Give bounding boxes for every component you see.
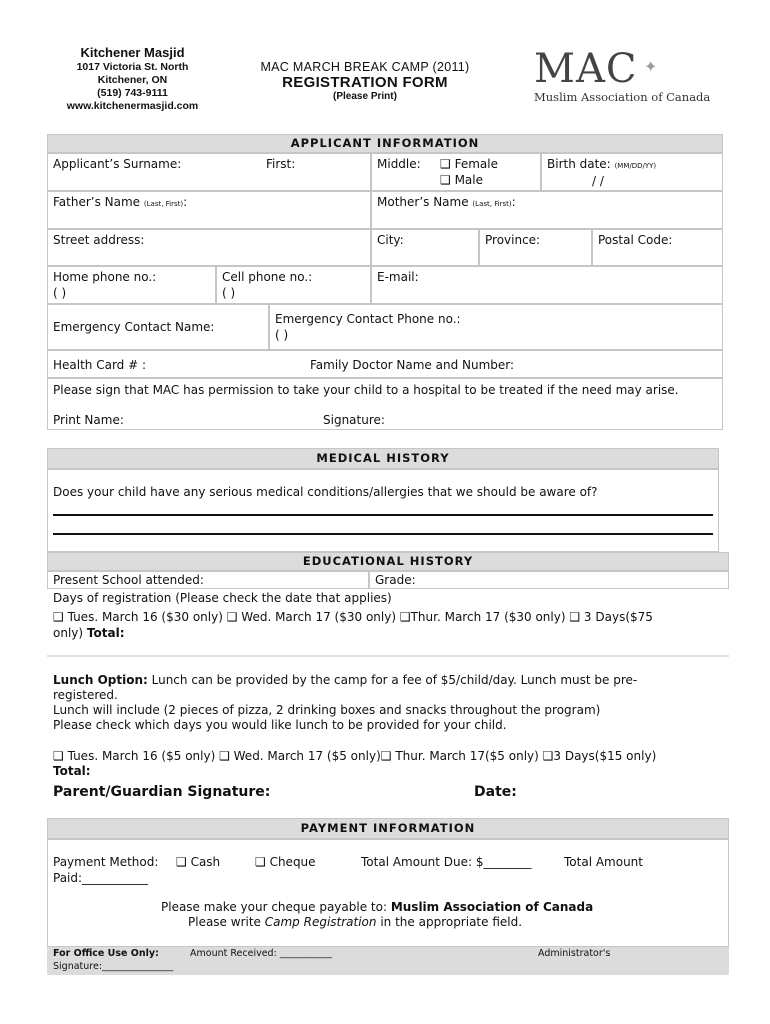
amount-received-field[interactable]: Amount Received: ___________ xyxy=(190,948,333,959)
education-section-header: EDUCATIONAL HISTORY xyxy=(47,552,729,571)
medical-question: Does your child have any serious medical conditions/allergies that we should be aware of? xyxy=(53,485,598,499)
family-doctor-label: Family Doctor Name and Number: xyxy=(310,358,515,372)
postal-code-field[interactable] xyxy=(592,229,723,266)
medical-history-box xyxy=(47,469,719,552)
section-divider xyxy=(47,655,729,657)
grade-field[interactable] xyxy=(369,571,729,589)
applicant-section-header: APPLICANT INFORMATION xyxy=(47,134,723,153)
emergency-contact-name-label: Emergency Contact Name: xyxy=(53,320,215,334)
masjid-website: www.kitchenermasjid.com xyxy=(66,100,199,112)
masjid-phone: (519) 743-9111 xyxy=(97,87,168,99)
print-note: (Please Print) xyxy=(333,91,397,102)
logo-text: MAC xyxy=(534,46,638,92)
school-field[interactable] xyxy=(47,571,369,589)
hospital-permission-row[interactable] xyxy=(47,378,723,430)
father-name-field[interactable] xyxy=(47,191,371,229)
medical-answer-line-1[interactable] xyxy=(53,514,713,516)
health-card-label: Health Card # : xyxy=(53,358,147,372)
lunch-total-label: Total: xyxy=(53,764,91,778)
administrator-label: Administrator's xyxy=(538,948,611,959)
mother-name-field[interactable] xyxy=(371,191,723,229)
birth-date-field[interactable] xyxy=(541,153,723,191)
province-label: Province: xyxy=(485,233,541,247)
cell-phone-field[interactable] xyxy=(216,266,371,304)
hospital-permission-text: Please sign that MAC has permission to take your child to a hospital to be treated if the need may arise. xyxy=(53,383,679,397)
form-title-block xyxy=(240,60,490,102)
surname-label: Applicant’s Surname: xyxy=(53,157,182,171)
city-field[interactable] xyxy=(371,229,479,266)
total-amount-paid-label: Total Amount xyxy=(564,855,643,869)
street-address-label: Street address: xyxy=(53,233,145,247)
print-name-label: Print Name: xyxy=(53,413,124,427)
emergency-contact-phone-field[interactable] xyxy=(269,304,723,350)
lunch-text-2: registered. xyxy=(53,688,118,702)
male-checkbox[interactable]: ❑ Male xyxy=(440,173,483,187)
email-field[interactable] xyxy=(371,266,723,304)
birth-date-label: Birth date: (MM/DD/YY) xyxy=(547,157,657,171)
days-intro: Days of registration (Please check the date that applies) xyxy=(53,591,392,605)
emergency-phone-area: ( ) xyxy=(275,328,289,342)
cheque-checkbox[interactable]: ❑ Cheque xyxy=(255,855,316,869)
email-label: E-mail: xyxy=(377,270,419,284)
form-title: REGISTRATION FORM xyxy=(282,74,448,91)
first-name-label: First: xyxy=(266,157,296,171)
total-amount-due[interactable]: Total Amount Due: $________ xyxy=(361,855,532,869)
school-label: Present School attended: xyxy=(53,573,204,587)
middle-name-label: Middle: xyxy=(377,157,421,171)
payment-section-header: PAYMENT INFORMATION xyxy=(47,818,729,839)
camp-registration-note: Please write Camp Registration in the appropriate field. xyxy=(188,915,523,929)
home-phone-area: ( ) xyxy=(53,286,67,300)
applicant-name-field[interactable] xyxy=(47,153,371,191)
maple-leaf-icon: ✦ xyxy=(644,57,658,76)
cheque-payable-note: Please make your cheque payable to: Muslim Association of Canada xyxy=(161,900,594,914)
masjid-name: Kitchener Masjid xyxy=(80,45,185,60)
administrator-signature-field[interactable]: Signature:_______________ xyxy=(53,961,174,972)
guardian-date-label[interactable]: Date: xyxy=(474,784,517,800)
lunch-option-line: Lunch Option: Lunch can be provided by the camp for a fee of $5/child/day. Lunch must be pre- xyxy=(53,673,638,687)
registration-total-line: only) Total: xyxy=(53,626,125,640)
middle-gender-field xyxy=(371,153,541,191)
cell-phone-area: ( ) xyxy=(222,286,236,300)
medical-section-header: MEDICAL HISTORY xyxy=(47,448,719,469)
emergency-contact-phone-label: Emergency Contact Phone no.: xyxy=(275,312,461,326)
payment-method-label: Payment Method: xyxy=(53,855,159,869)
registration-days-options[interactable]: ❑ Tues. March 16 ($30 only) ❑ Wed. March 17 ($30 only) ❑Thur. March 17 ($30 only) ❑ 3 Days($75 xyxy=(53,610,653,624)
office-use-label: For Office Use Only: xyxy=(53,948,159,959)
mac-logo xyxy=(530,46,711,105)
city-label: City: xyxy=(377,233,404,247)
street-address-field[interactable] xyxy=(47,229,371,266)
lunch-text-4: Please check which days you would like lunch to be provided for your child. xyxy=(53,718,507,732)
signature-label: Signature: xyxy=(323,413,385,427)
birth-date-format: (MM/DD/YY) xyxy=(614,162,657,170)
grade-label: Grade: xyxy=(375,573,416,587)
father-name-label: Father’s Name (Last, First): xyxy=(53,195,188,209)
cell-phone-label: Cell phone no.: xyxy=(222,270,313,284)
masjid-street: 1017 Victoria St. North xyxy=(76,61,189,73)
lunch-day-options[interactable]: ❑ Tues. March 16 ($5 only) ❑ Wed. March 17 ($5 only)❑ Thur. March 17($5 only) ❑3 Days($15 only) xyxy=(53,749,657,763)
home-phone-field[interactable] xyxy=(47,266,216,304)
registration-total-label: Total: xyxy=(86,626,125,640)
masjid-city: Kitchener, ON xyxy=(97,74,168,86)
mother-name-label: Mother’s Name (Last, First): xyxy=(377,195,516,209)
postal-code-label: Postal Code: xyxy=(598,233,673,247)
cash-checkbox[interactable]: ❑ Cash xyxy=(176,855,221,869)
camp-title: MAC MARCH BREAK CAMP (2011) xyxy=(260,60,470,74)
female-checkbox[interactable]: ❑ Female xyxy=(440,157,498,171)
health-card-row[interactable] xyxy=(47,350,723,378)
guardian-signature-label[interactable]: Parent/Guardian Signature: xyxy=(53,784,271,800)
medical-answer-line-2[interactable] xyxy=(53,533,713,535)
emergency-contact-name-field[interactable] xyxy=(47,304,269,350)
province-field[interactable] xyxy=(479,229,592,266)
birth-date-slashes: / / xyxy=(592,174,604,188)
total-amount-paid-field[interactable]: Paid:___________ xyxy=(53,871,149,885)
logo-subtitle: Muslim Association of Canada xyxy=(534,90,711,104)
lunch-text-3: Lunch will include (2 pieces of pizza, 2 drinking boxes and snacks throughout the program) xyxy=(53,703,601,717)
home-phone-label: Home phone no.: xyxy=(53,270,157,284)
masjid-address-block xyxy=(40,45,225,113)
lunch-option-label: Lunch Option: xyxy=(53,673,148,687)
